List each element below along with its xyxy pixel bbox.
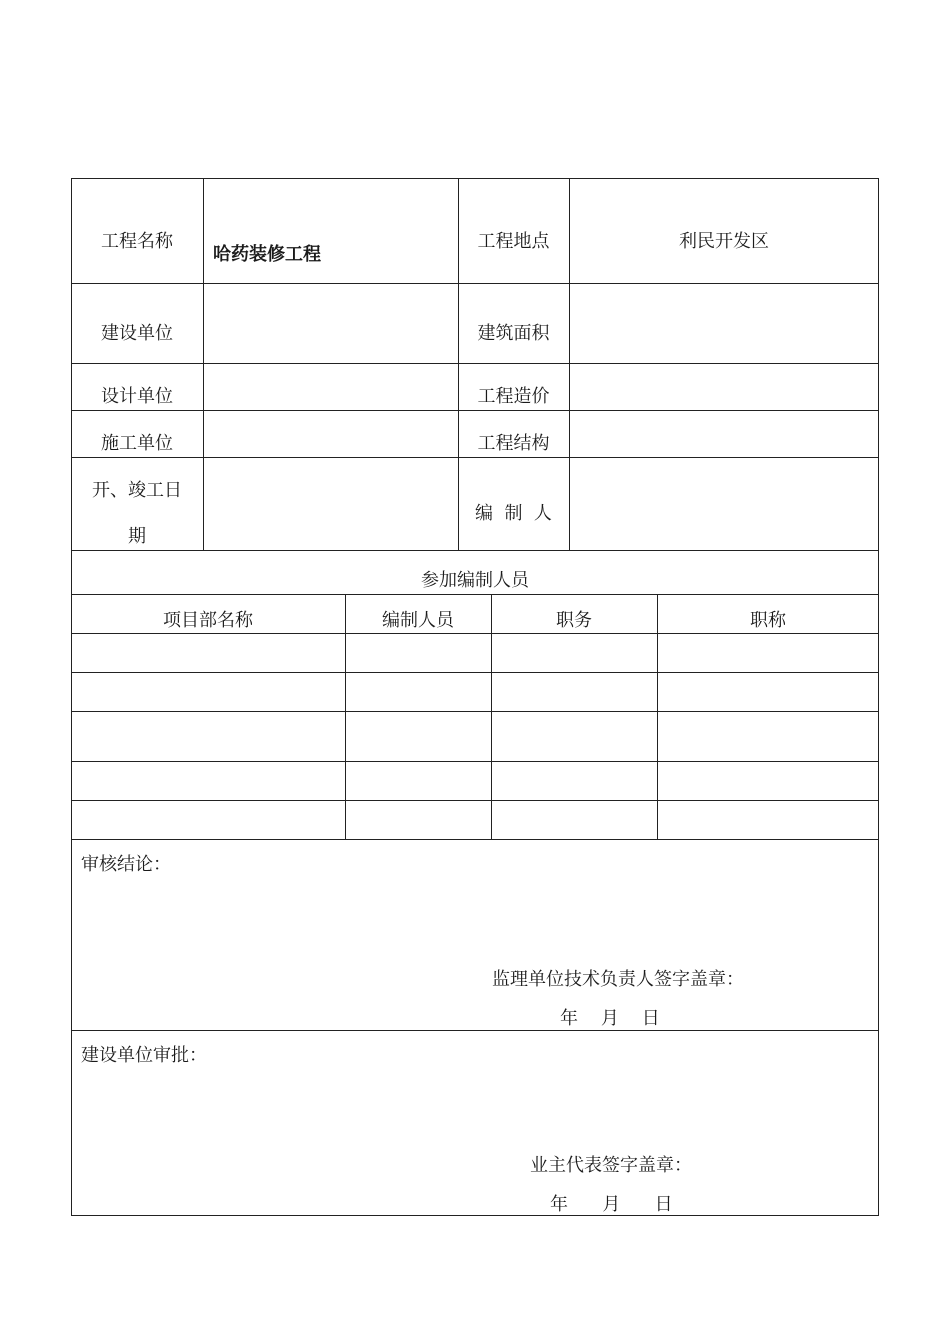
participants-title: 参加编制人员 — [421, 570, 529, 591]
project-location-label: 工程地点 — [477, 231, 550, 252]
approval-date-line: 年 月 日 — [550, 1194, 673, 1215]
row-divider — [71, 457, 879, 458]
row-divider — [71, 410, 879, 411]
project-cost-label: 工程造价 — [477, 386, 550, 407]
header-editor: 编制人员 — [382, 610, 454, 631]
row-divider — [71, 363, 879, 364]
row-divider — [71, 761, 879, 762]
row-divider — [71, 550, 879, 551]
review-date-line: 年 月 日 — [560, 1008, 660, 1029]
row-divider — [71, 800, 879, 801]
build-unit-label: 建设单位 — [101, 323, 173, 344]
column-divider — [203, 178, 204, 550]
row-divider — [71, 633, 879, 634]
row-divider — [71, 594, 879, 595]
start-end-date-label-line2: 期 — [128, 526, 146, 547]
header-position: 职务 — [556, 610, 592, 631]
project-name-label: 工程名称 — [101, 231, 173, 252]
owner-signature-label: 业主代表签字盖章： — [530, 1155, 692, 1176]
header-department-name: 项目部名称 — [163, 610, 253, 631]
project-structure-label: 工程结构 — [477, 433, 550, 454]
start-end-date-label-line1: 开、竣工日 — [92, 480, 182, 501]
row-divider — [71, 672, 879, 673]
design-unit-label: 设计单位 — [101, 386, 173, 407]
row-divider — [71, 1030, 879, 1031]
review-conclusion-label: 审核结论： — [81, 854, 171, 875]
row-divider — [71, 283, 879, 284]
building-area-label: 建筑面积 — [477, 323, 550, 344]
author-label: 编 制 人 — [475, 503, 552, 524]
header-title: 职称 — [750, 610, 786, 631]
construction-unit-approval-label: 建设单位审批： — [81, 1045, 207, 1066]
row-divider — [71, 711, 879, 712]
project-location-value[interactable]: 利民开发区 — [679, 231, 769, 252]
row-divider — [71, 839, 879, 840]
supervisor-signature-label: 监理单位技术负责人签字盖章： — [492, 969, 744, 990]
construction-unit-label: 施工单位 — [101, 433, 173, 454]
project-name-value[interactable]: 哈药装修工程 — [213, 244, 321, 265]
